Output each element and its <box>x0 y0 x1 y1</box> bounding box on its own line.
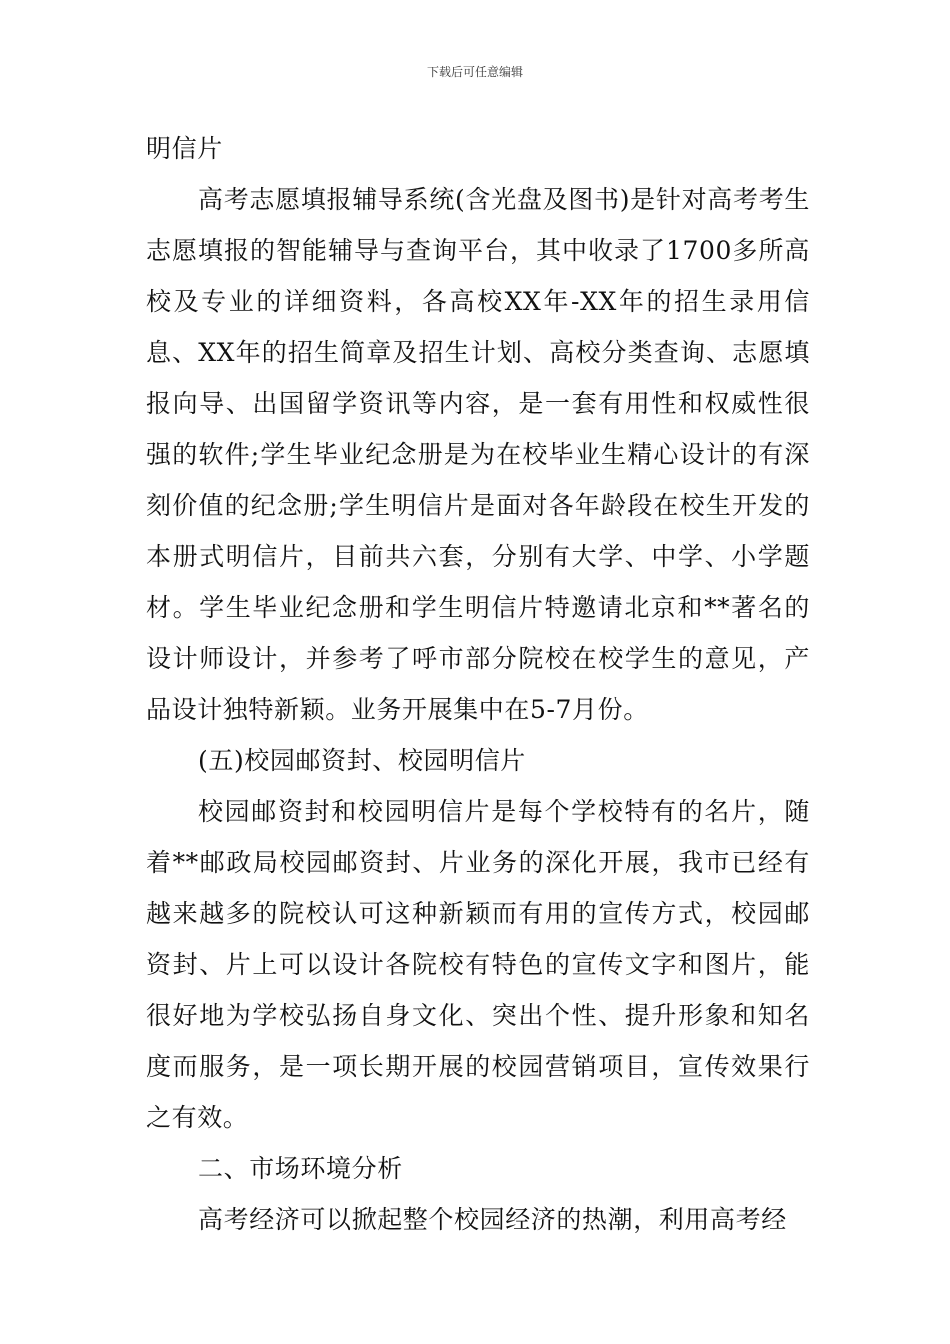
paragraph-continuation: 明信片 <box>146 134 223 163</box>
page-header-note: 下载后可任意编辑 <box>426 65 523 79</box>
paragraph-gaokao-economy: 高考经济可以掀起整个校园经济的热潮，利用高考经 <box>198 1205 787 1234</box>
document-body <box>146 123 810 1245</box>
section-heading-campus-envelopes: (五)校园邮资封、校园明信片 <box>198 746 526 775</box>
paragraph-campus-envelopes: 校园邮资封和校园明信片是每个学校特有的名片，随着**邮政局校园邮资封、片业务的深化开展，我市已经有越来越多的院校认可这种新颖而有用的宣传方式，校园邮资封、片上可以设计各院校有特色的宣传文字和图片，能很好地为学校弘扬自身文化、突出个性、提升形象和知名度而服务，是一项长期开展的校园营销项目，宣传效果行之有效。 <box>146 797 810 1132</box>
paragraph-gaokao-guidance-system: 高考志愿填报辅导系统(含光盘及图书)是针对高考考生志愿填报的智能辅导与查询平台，其中收录了1700多所高校及专业的详细资料，各高校XX年-XX年的招生录用信息、XX年的招生简章及招生计划、高校分类查询、志愿填报向导、出国留学资讯等内容，是一套有用性和权威性很强的软件;学生毕业纪念册是为在校毕业生精心设计的有深刻价值的纪念册;学生明信片是面对各年龄段在校生开发的本册式明信片，目前共六套，分别有大学、中学、小学题材。学生毕业纪念册和学生明信片特邀请北京和**著名的设计师设计，并参考了呼市部分院校在校学生的意见，产品设计独特新颖。业务开展集中在5-7月份。 <box>146 185 810 724</box>
section-heading-market-analysis: 二、市场环境分析 <box>198 1154 403 1183</box>
